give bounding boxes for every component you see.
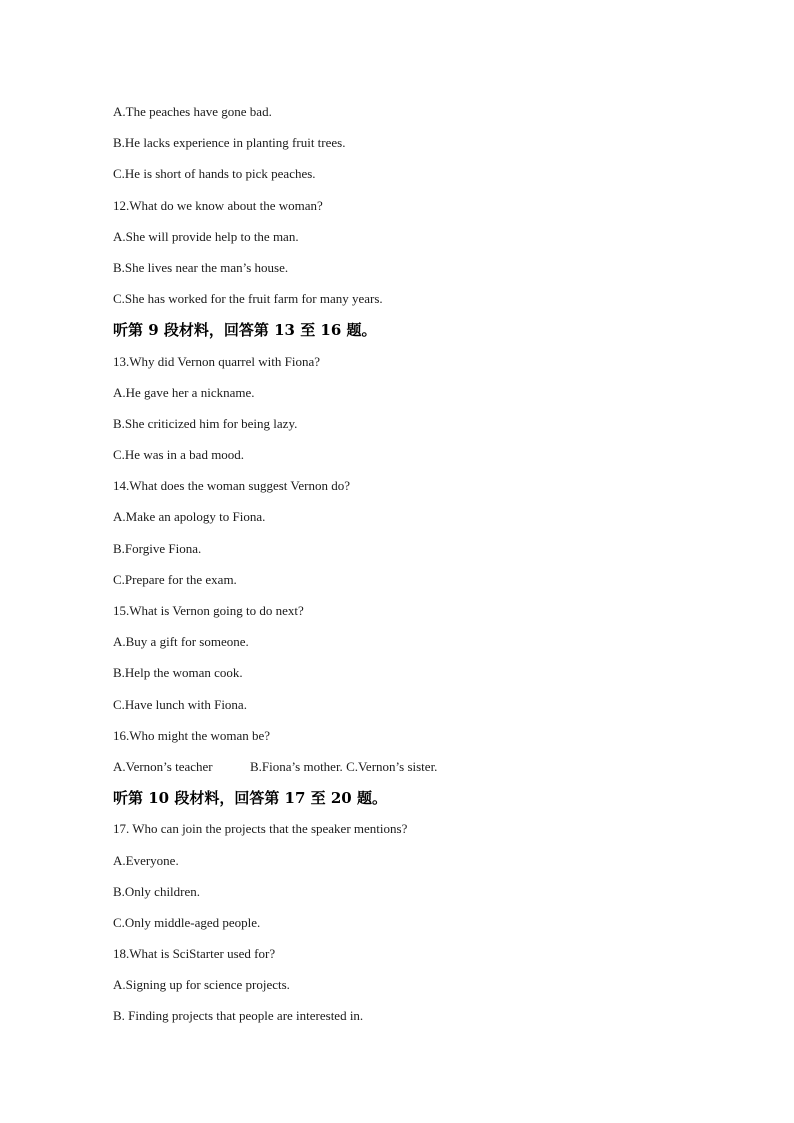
q16-option-a: A.Vernon’s teacher [113, 758, 213, 774]
option-line: A.Everyone. [113, 852, 179, 868]
option-line: C.He is short of hands to pick peaches. [113, 166, 316, 182]
option-line: A.Buy a gift for someone. [113, 634, 249, 650]
option-line: B.Only children. [113, 883, 201, 899]
option-line: A.The peaches have gone bad. [113, 104, 272, 119]
option-line: A.He gave her a nickname. [113, 384, 255, 400]
question-line: 12.What do we know about the woman? [113, 197, 323, 213]
section-heading: 听第 9 段材料，回答第 13 至 16 题。 [113, 321, 377, 340]
option-line: A.She will provide help to the man. [113, 228, 299, 244]
option-line: B.She lives near the man’s house. [113, 259, 289, 275]
q16-option-c: C.Vernon’s sister. [346, 758, 438, 774]
question-line: 13.Why did Vernon quarrel with Fiona? [113, 353, 320, 369]
question-line: 17. Who can join the projects that the speaker mentions? [113, 821, 408, 837]
question-line: 18.What is SciStarter used for? [113, 946, 276, 962]
option-line: A.Signing up for science projects. [113, 977, 290, 993]
option-line: C.He was in a bad mood. [113, 447, 245, 463]
option-line: B. Finding projects that people are interested in. [113, 1008, 364, 1024]
option-line: C.Have lunch with Fiona. [113, 696, 247, 712]
question-line: 16.Who might the woman be? [113, 727, 271, 743]
option-line: C.Only middle-aged people. [113, 914, 261, 930]
section-heading: 听第 10 段材料，回答第 17 至 20 题。 [113, 789, 387, 808]
q16-options-row [113, 756, 753, 787]
option-line: C.She has worked for the fruit farm for many years. [113, 291, 383, 307]
question-line: 15.What is Vernon going to do next? [113, 603, 304, 618]
option-line: B.Forgive Fiona. [113, 540, 202, 556]
q16-option-b: B.Fiona’s mother. [250, 758, 343, 774]
option-line: A.Make an apology to Fiona. [113, 509, 266, 525]
option-line: C.Prepare for the exam. [113, 571, 237, 587]
option-line: B.He lacks experience in planting fruit trees. [113, 135, 346, 151]
document-body [113, 101, 753, 1037]
option-line: B.Help the woman cook. [113, 665, 243, 681]
question-line: 14.What does the woman suggest Vernon do? [113, 478, 350, 494]
option-line: B.She criticized him for being lazy. [113, 415, 298, 431]
